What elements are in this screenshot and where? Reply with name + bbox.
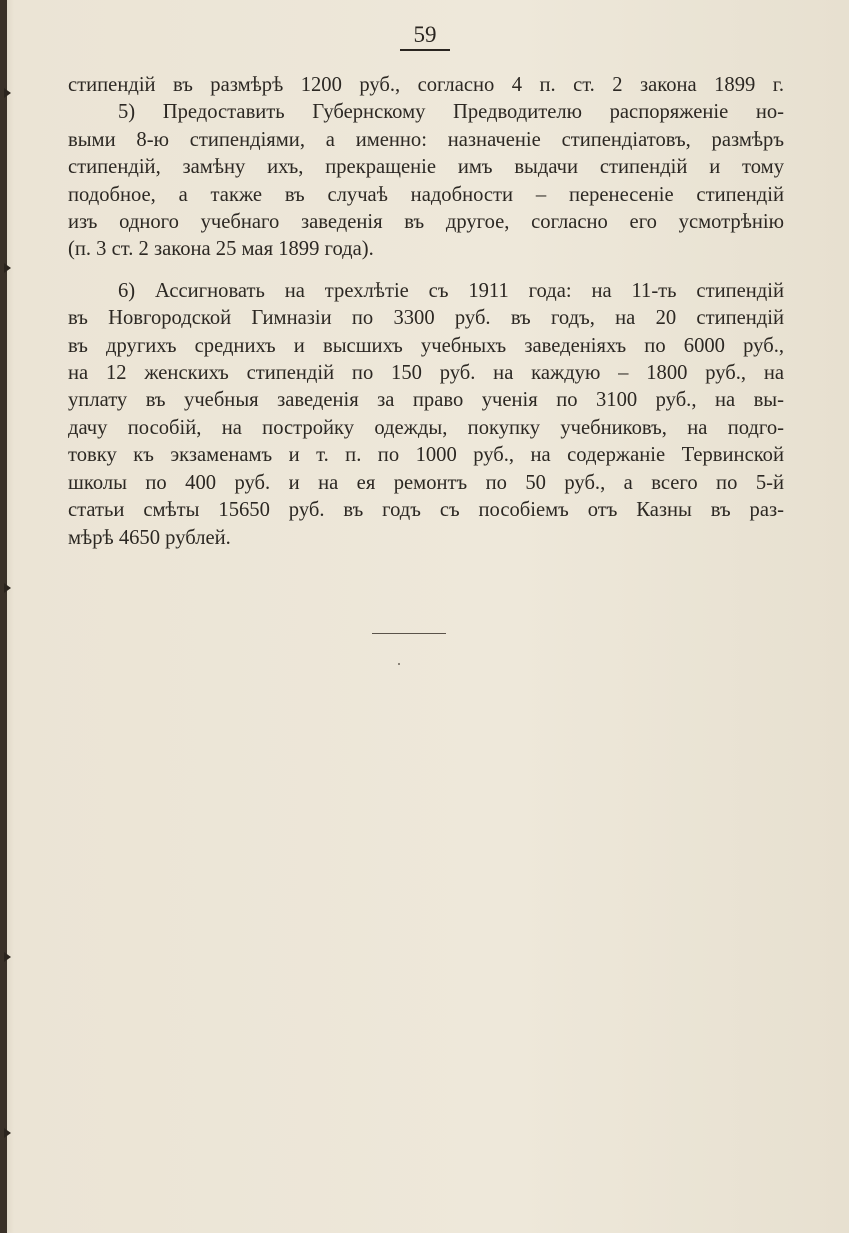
section-divider xyxy=(372,633,446,634)
text-line: статьи смѣты 15650 руб. въ годъ съ пособіемъ отъ Казны въ раз- xyxy=(68,499,784,522)
text-line: мѣрѣ 4650 рублей. xyxy=(68,526,231,549)
paragraph-2 xyxy=(68,99,784,263)
text-line: изъ одного учебнаго заведенія въ другое, согласно его усмотрѣнію xyxy=(68,211,784,234)
text-line: дачу пособій, на постройку одежды, покупку учебниковъ, на подго- xyxy=(68,416,784,439)
text-line: 5) Предоставить Губернскому Предводителю распоряженіе но- xyxy=(118,101,784,124)
binding-mark xyxy=(4,952,11,962)
binding-mark xyxy=(4,1128,11,1138)
binding-mark xyxy=(4,583,11,593)
ink-speck xyxy=(398,663,400,665)
text-line: въ Новгородской Гимназіи по 3300 руб. въ годъ, на 20 стипендій xyxy=(68,307,784,330)
paragraph-3 xyxy=(68,278,784,552)
text-line: товку къ экзаменамъ и т. п. по 1000 руб., на содержаніе Тервинской xyxy=(68,444,784,467)
text-line: въ другихъ среднихъ и высшихъ учебныхъ заведеніяхъ по 6000 руб., xyxy=(68,334,784,357)
text-line: стипендій въ размѣрѣ 1200 руб., согласно 4 п. ст. 2 закона 1899 г. xyxy=(68,74,784,96)
text-line: стипендій, замѣну ихъ, прекращеніе имъ выдачи стипендій и тому xyxy=(68,156,784,179)
binding-mark xyxy=(4,88,11,98)
text-line: школы по 400 руб. и на ея ремонтъ по 50 руб., а всего по 5-й xyxy=(68,471,784,494)
binding-edge xyxy=(0,0,7,1233)
paragraph-1 xyxy=(68,72,784,99)
text-line: выми 8-ю стипендіями, а именно: назначеніе стипендіатовъ, размѣръ xyxy=(68,128,784,151)
text-line: 6) Ассигновать на трехлѣтіе съ 1911 года: на 11-ть стипендій xyxy=(118,279,784,302)
binding-mark xyxy=(4,263,11,273)
text-line: уплату въ учебныя заведенія за право ученія по 3100 руб., на вы- xyxy=(68,389,784,412)
text-line: подобное, а также въ случаѣ надобности – перенесеніе стипендій xyxy=(68,183,784,206)
body-text xyxy=(68,72,784,552)
page-number: 59 xyxy=(400,22,450,51)
text-line: (п. 3 ст. 2 закона 25 мая 1899 года). xyxy=(68,238,374,261)
text-line: на 12 женскихъ стипендій по 150 руб. на каждую – 1800 руб., на xyxy=(68,362,784,385)
